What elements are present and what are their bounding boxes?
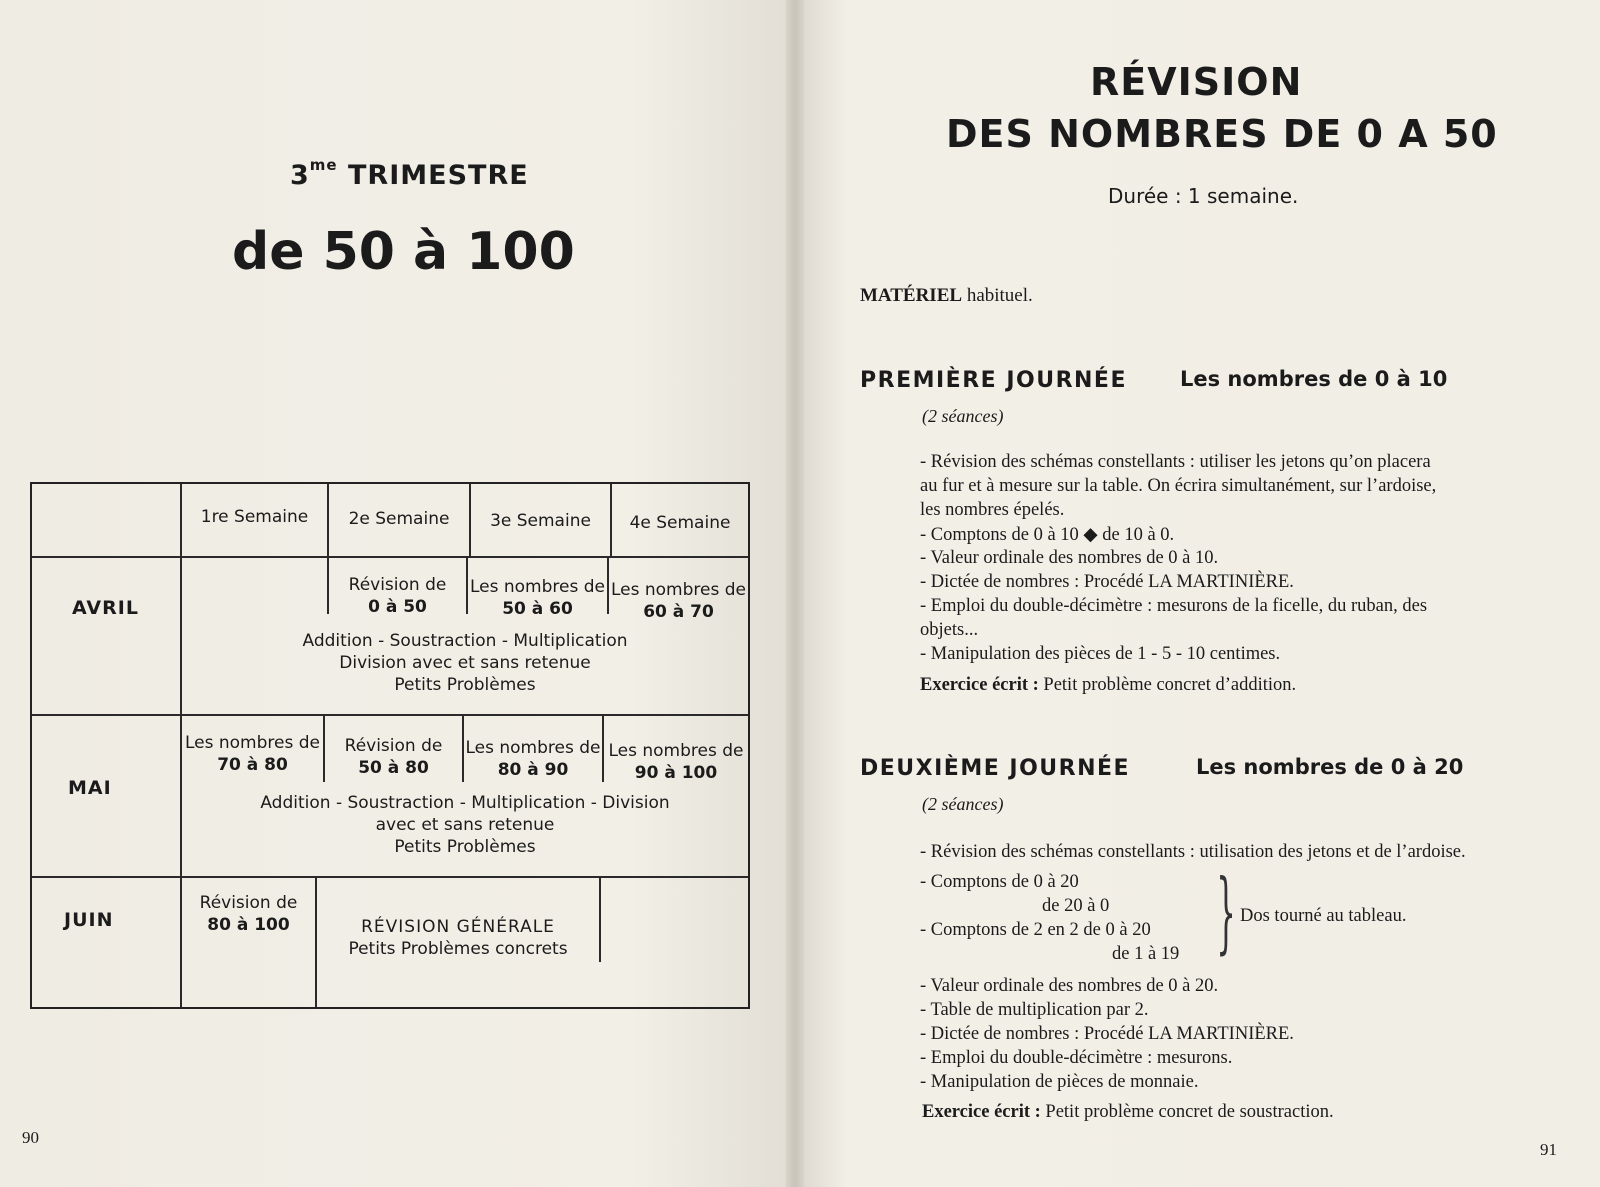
avril-week-2: Révision de 0 à 50 bbox=[348, 575, 447, 617]
mai-week-1: Les nombres de 70 à 80 bbox=[184, 733, 320, 775]
day1-line: au fur et à mesure sur la table. On écrira simultanément, sur l’ardoise, bbox=[920, 476, 1437, 496]
header-week-2: 2e Semaine bbox=[348, 509, 450, 529]
day1-line: - Valeur ordinale des nombres de 0 à 10. bbox=[920, 548, 1219, 568]
brace-icon: } bbox=[1216, 860, 1236, 963]
day2-subheading: Les nombres de 0 à 20 bbox=[1196, 755, 1464, 779]
day2-line: - Valeur ordinale des nombres de 0 à 20. bbox=[920, 976, 1219, 996]
schedule-table bbox=[30, 482, 750, 1009]
juin-revision: RÉVISION GÉNÉRALE Petits Problèmes concrets bbox=[348, 917, 568, 959]
day2-line: - Révision des schémas constellants : utilisation des jetons et de l’ardoise. bbox=[920, 842, 1466, 862]
day1-line: - Comptons de 0 à 10 ◆ de 10 à 0. bbox=[920, 525, 1175, 545]
day2-line: - Manipulation de pièces de monnaie. bbox=[920, 1072, 1199, 1092]
juin-week-1: Révision de 80 à 100 bbox=[199, 893, 298, 935]
page-number-left: 90 bbox=[22, 1128, 39, 1147]
mai-operations: Addition - Soustraction - Multiplication - Division avec et sans retenue Petits Problèmes bbox=[260, 793, 670, 857]
month-juin: JUIN bbox=[64, 909, 114, 931]
day2-line: - Table de multiplication par 2. bbox=[920, 1000, 1149, 1020]
day1-heading: PREMIÈRE JOURNÉE bbox=[860, 368, 1127, 393]
month-avril: AVRIL bbox=[72, 597, 139, 619]
header-week-1: 1re Semaine bbox=[200, 507, 309, 527]
day1-line: - Emploi du double-décimètre : mesurons de la ficelle, du ruban, des bbox=[920, 596, 1428, 616]
day1-line: - Manipulation des pièces de 1 - 5 - 10 centimes. bbox=[920, 644, 1281, 664]
day2-count-line: - Comptons de 2 en 2 de 0 à 20 bbox=[920, 920, 1151, 940]
avril-week-4: Les nombres de 60 à 70 bbox=[610, 580, 746, 622]
page-number-right: 91 bbox=[1540, 1140, 1557, 1159]
header-week-4: 4e Semaine bbox=[629, 513, 731, 533]
day2-line: - Emploi du double-décimètre : mesurons. bbox=[920, 1048, 1233, 1068]
day2-brace-note: Dos tourné au tableau. bbox=[1240, 906, 1407, 926]
day2-count-line: de 20 à 0 bbox=[1042, 896, 1110, 916]
header-week-3: 3e Semaine bbox=[490, 511, 591, 531]
revision-title: RÉVISION bbox=[1090, 60, 1303, 104]
day2-exercice: Exercice écrit : Petit problème concret de soustraction. bbox=[922, 1102, 1334, 1122]
day2-seances: (2 séances) bbox=[922, 794, 1004, 814]
day2-count-line: de 1 à 19 bbox=[1112, 944, 1180, 964]
day1-line: - Révision des schémas constellants : utiliser les jetons qu’on placera bbox=[920, 452, 1431, 472]
day1-line: les nombres épelés. bbox=[920, 500, 1065, 520]
book-gutter bbox=[786, 0, 804, 1187]
day1-line: objets... bbox=[920, 620, 979, 640]
day1-line: - Dictée de nombres : Procédé LA MARTINIÈRE. bbox=[920, 572, 1294, 592]
mai-week-4: Les nombres de 90 à 100 bbox=[608, 741, 744, 783]
day1-subheading: Les nombres de 0 à 10 bbox=[1180, 367, 1448, 391]
mai-week-2: Révision de 50 à 80 bbox=[344, 736, 443, 778]
trimester-heading: $3^{me}$ TRIMESTRE bbox=[290, 156, 529, 191]
day2-count-line: - Comptons de 0 à 20 bbox=[920, 872, 1079, 892]
revision-subtitle: DES NOMBRES DE 0 A 50 bbox=[946, 112, 1498, 156]
month-mai: MAI bbox=[68, 777, 112, 799]
avril-operations: Addition - Soustraction - Multiplication Division avec et sans retenue Petits Problèmes bbox=[302, 631, 628, 695]
materiel-line: MATÉRIEL habituel. bbox=[860, 285, 1033, 306]
range-title: de 50 à 100 bbox=[232, 222, 575, 282]
day2-heading: DEUXIÈME JOURNÉE bbox=[860, 756, 1131, 781]
day1-seances: (2 séances) bbox=[922, 406, 1004, 426]
avril-week-3: Les nombres de 50 à 60 bbox=[469, 577, 605, 619]
day2-line: - Dictée de nombres : Procédé LA MARTINIÈRE. bbox=[920, 1024, 1294, 1044]
duration: Durée : 1 semaine. bbox=[1108, 184, 1299, 208]
day1-exercice: Exercice écrit : Petit problème concret d’addition. bbox=[920, 675, 1297, 695]
mai-week-3: Les nombres de 80 à 90 bbox=[465, 738, 601, 780]
